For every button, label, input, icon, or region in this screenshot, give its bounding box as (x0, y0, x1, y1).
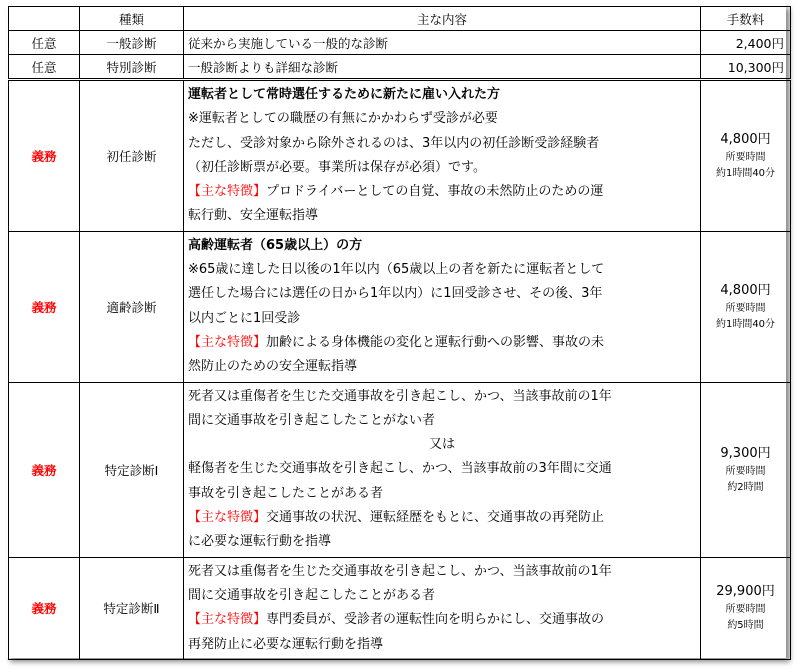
content-line: ※65歳に達した日以後の1年以内（65歳以上の者を新たに運転者として (188, 262, 605, 278)
category-cell-required: 義務 (9, 382, 80, 557)
feature-text: 専門委員が、受診者の運転性向を明らかにし、交通事故の (266, 612, 605, 628)
time-label: 所要時間 (725, 465, 766, 477)
fee-cell (701, 80, 791, 232)
fee-amount: 4,800円 (720, 131, 771, 147)
feature-text-cont: 然防止のための安全運転指導 (188, 359, 358, 375)
table-row (9, 231, 791, 382)
content-line: 死者又は重傷者を生じた交通事故を引き起こし、かつ、当該事故前の1年 (188, 388, 612, 404)
type-cell: 特定診断Ⅱ (80, 557, 184, 659)
content-line: 軽傷者を生じた交通事故を引き起こし、かつ、当該事故前の3年間に交通 (188, 461, 612, 477)
time-value: 約1時間40分 (715, 318, 776, 330)
type-cell: 初任診断 (80, 80, 184, 232)
table-row (9, 55, 791, 80)
type-cell: 一般診断 (80, 31, 184, 55)
fee-cell: 10,300円 (701, 55, 791, 80)
category-cell-required: 義務 (9, 80, 80, 232)
category-cell-required: 義務 (9, 231, 80, 382)
content-line: 選任した場合には選任の日から1年以内）に1回受診させ、その後、3年 (188, 286, 603, 302)
feature-label: 【主な特徴】 (188, 612, 267, 628)
feature-text-cont: 再発防止に必要な運転行動を指導 (188, 636, 384, 652)
feature-text: プロドライバーとしての自覚、事故の未然防止のための運 (266, 184, 604, 200)
table-row (9, 382, 791, 557)
content-line: ただし、受診対象から除外されるのは、3年以内の初任診断受診経験者 (188, 135, 600, 151)
content-line: 間に交通事故を引き起こしたことがある者 (188, 587, 436, 603)
diagnosis-fee-table (8, 6, 791, 660)
fee-cell (701, 557, 791, 659)
content-line: 死者又は重傷者を生じた交通事故を引き起こし、かつ、当該事故前の1年 (188, 563, 612, 579)
header-content: 主な内容 (184, 7, 701, 31)
feature-text: 加齢による身体機能の変化と運転行動への影響、事故の未 (266, 334, 605, 350)
feature-text-cont: に必要な運転行動を指導 (188, 534, 332, 550)
feature-line (188, 506, 696, 530)
content-line: （初任診断票が必要。事業所は保存が必須）です。 (188, 159, 486, 175)
content-heading: 高齢運転者（65歳以上）の方 (188, 237, 363, 253)
content-line: 事故を引き起こしたことがある者 (188, 485, 384, 501)
content-cell (184, 557, 701, 659)
fee-cell (701, 231, 791, 382)
feature-line (188, 180, 696, 204)
table-row (9, 31, 791, 55)
type-cell: 適齢診断 (80, 231, 184, 382)
table-row (9, 80, 791, 232)
content-heading: 運転者として常時選任するために新たに雇い入れた方 (188, 87, 501, 102)
header-fee: 手数料 (701, 7, 791, 31)
feature-text: 交通事故の状況、運転経歴をもとに、交通事故の再発防止 (266, 510, 605, 526)
feature-line (188, 608, 696, 632)
time-value: 約5時間 (727, 620, 764, 632)
category-cell: 任意 (9, 31, 80, 55)
type-cell: 特定診断Ⅰ (80, 382, 184, 557)
content-cell: 従来から実施している一般的な診断 (184, 31, 701, 55)
header-row (9, 7, 791, 31)
time-label: 所要時間 (725, 302, 766, 314)
time-value: 約2時間 (727, 481, 764, 493)
content-cell (184, 231, 701, 382)
content-line: ※運転者としての職歴の有無にかかわらず受診が必要 (188, 111, 498, 127)
feature-text-cont: 転行動、安全運転指導 (188, 208, 319, 224)
content-line: 間に交通事故を引き起こしたことがない者 (188, 412, 436, 428)
feature-label: 【主な特徴】 (188, 184, 267, 200)
type-cell: 特別診断 (80, 55, 184, 80)
fee-amount: 4,800円 (720, 282, 771, 298)
feature-line (188, 331, 696, 355)
time-label: 所要時間 (725, 604, 766, 616)
header-blank (9, 7, 80, 31)
content-cell (184, 382, 701, 557)
content-cell (184, 80, 701, 232)
fee-cell: 2,400円 (701, 31, 791, 55)
feature-label: 【主な特徴】 (188, 510, 267, 526)
content-cell: 一般診断よりも詳細な診断 (184, 55, 701, 80)
fee-amount: 29,900円 (716, 584, 775, 600)
content-line: 以内ごとに1回受診 (188, 310, 301, 326)
header-type: 種類 (80, 7, 184, 31)
time-label: 所要時間 (725, 151, 766, 163)
fee-amount: 9,300円 (720, 445, 771, 461)
feature-label: 【主な特徴】 (188, 334, 267, 350)
time-value: 約1時間40分 (715, 167, 776, 179)
fee-cell (701, 382, 791, 557)
category-cell: 任意 (9, 55, 80, 80)
category-cell-required: 義務 (9, 557, 80, 659)
or-text: 又は (428, 437, 455, 453)
table-row (9, 557, 791, 659)
